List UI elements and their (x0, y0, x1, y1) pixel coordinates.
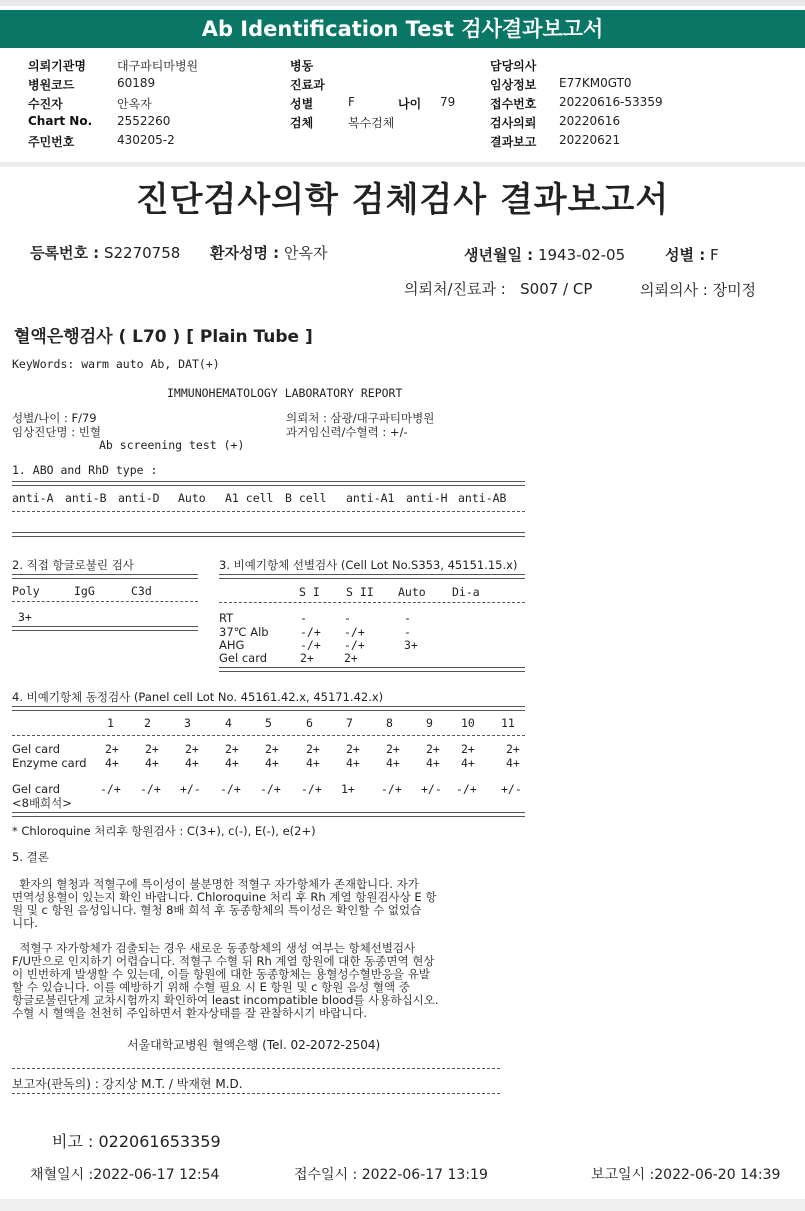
panel-cell: 4+ (346, 756, 360, 770)
dat-title: 2. 직접 항글로불린 검사 (12, 558, 134, 572)
paragraph-line: 항글로불린단계 교차시험까지 확인하여 least incompatible blood를 사용하십시오. (12, 993, 439, 1007)
paragraph-line: 수혈 시 혈액을 천천히 주입하면서 환자상태를 잘 관찰하시기 바랍니다. (12, 1006, 368, 1020)
info-value: 대구파티마병원 (117, 59, 199, 73)
panel-cell: 4+ (105, 756, 119, 770)
screen-cell: - (404, 625, 411, 639)
dob-value: 1943-02-05 (537, 246, 626, 264)
specimen-label: 검체 (290, 116, 314, 130)
info-label: Chart No. (28, 114, 93, 128)
info-value: 2552260 (117, 114, 171, 128)
panel-cell: 4+ (426, 756, 440, 770)
ward-label: 병동 (290, 59, 314, 73)
info-label: 담당의사 (490, 59, 537, 73)
info-label: 임상정보 (490, 78, 537, 92)
panel-column-header: 10 (461, 716, 475, 730)
abo-title: 1. ABO and RhD type : (12, 463, 158, 477)
rule (219, 667, 525, 672)
info-value: 20220621 (559, 133, 621, 147)
panel-cell: 2+ (145, 742, 159, 756)
dat-column-header: C3d (131, 584, 152, 598)
chloroquine-line: * Chloroquine 처리후 항원검사 : C(3+), c(-), E(-), e(2+) (12, 824, 316, 838)
info-label: 주민번호 (28, 135, 75, 149)
dat-value: 3+ (18, 610, 32, 624)
abo-column-header: A1 cell (225, 491, 274, 505)
screen-column-header: Di-a (452, 585, 480, 599)
panel-cell: 2+ (105, 742, 119, 756)
screen-cell: -/+ (344, 638, 365, 652)
note-value: 022061653359 (98, 1132, 221, 1151)
patient-sex-label: 성별 : (665, 246, 706, 264)
reg-label: 등록번호 : (30, 244, 100, 262)
screen-row-label: Gel card (219, 651, 268, 665)
dept-label: 진료과 (290, 78, 325, 92)
panel-cell: -/+ (456, 782, 477, 796)
sex-value: F (348, 95, 355, 109)
panel-cell: 4+ (185, 756, 199, 770)
rule (219, 602, 525, 603)
screen-row-label: RT (219, 611, 234, 625)
panel-cell: 2+ (265, 742, 279, 756)
panel-cell: -/+ (100, 782, 121, 796)
panel-column-header: 7 (346, 716, 353, 730)
abo-column-header: Auto (178, 491, 206, 505)
rule (12, 1068, 500, 1069)
panel-cell: +/- (501, 782, 522, 796)
panel-cell: 2+ (225, 742, 239, 756)
info-label: 수진자 (28, 97, 63, 111)
panel-cell: 1+ (341, 782, 355, 796)
panel-column-header: 11 (501, 716, 515, 730)
reg-value: S2270758 (103, 244, 181, 262)
panel-column-header: 1 (107, 716, 114, 730)
info-label: 의뢰기관명 (28, 59, 86, 73)
screen-column-header: Auto (398, 585, 426, 599)
panel-cell: 2+ (506, 742, 520, 756)
info-value: 안옥자 (117, 97, 152, 111)
age-value: 79 (440, 95, 456, 109)
paragraph-line: 환자의 혈청과 적혈구에 특이성이 불분명한 적혈구 자가항체가 존재합니다. 자가 (12, 877, 419, 891)
info-value: 20220616-53359 (559, 95, 663, 109)
rule (12, 511, 525, 512)
collect-datetime: 채혈일시 :2022-06-17 12:54 (30, 1167, 220, 1183)
lab-report-title: IMMUNOHEMATOLOGY LABORATORY REPORT (167, 386, 403, 400)
paragraph-line: 면역성용혈이 있는지 확인 바랍니다. Chloroquine 처리 후 Rh 계열 항원검사상 E 항 (12, 890, 437, 904)
bottom-strip (0, 1199, 805, 1211)
panel-cell: +/- (180, 782, 201, 796)
panel-column-header: 3 (184, 716, 191, 730)
info-value: 60189 (117, 76, 156, 90)
screen-cell: - (300, 611, 307, 625)
sex-age-line: 성별/나이 : F/79 (12, 411, 97, 425)
paragraph-line: F/U만으로 인지하기 어렵습니다. 적혈구 수혈 뒤 Rh 계열 항원에 대한 동종면역 현상 (12, 954, 435, 968)
panel-row-label: Gel card (12, 742, 61, 756)
panel-cell: -/+ (301, 782, 322, 796)
panel-cell: -/+ (140, 782, 161, 796)
rule (12, 735, 525, 736)
screen-cell: - (404, 611, 411, 625)
panel-cell: 4+ (225, 756, 239, 770)
screen-cell: 2+ (300, 651, 314, 665)
rule (12, 706, 525, 711)
screen-column-header: S II (346, 585, 374, 599)
panel-column-header: 9 (426, 716, 433, 730)
report-title: 진단검사의학 검체검사 결과보고서 (135, 180, 670, 220)
receive-datetime: 접수일시 : 2022-06-17 13:19 (294, 1167, 488, 1183)
screen-cell: - (344, 611, 351, 625)
rule (12, 532, 525, 537)
abo-column-header: anti-B (65, 491, 107, 505)
panel-column-header: 4 (225, 716, 232, 730)
abo-column-header: anti-H (406, 491, 448, 505)
abo-column-header: anti-A1 (346, 491, 395, 505)
rule (12, 481, 525, 486)
info-label: 결과보고 (490, 135, 537, 149)
client-line: 의뢰처 : 삼광/대구파티마병원 (286, 411, 435, 425)
note-label: 비고 : (52, 1132, 94, 1151)
section-title: 혈액은행검사 ( L70 ) [ Plain Tube ] (14, 327, 313, 347)
rule (12, 574, 198, 579)
panel-cell: 4+ (145, 756, 159, 770)
screen-cell: 3+ (404, 638, 418, 652)
panel-cell: 4+ (306, 756, 320, 770)
screening-line: Ab screening test (+) (99, 438, 245, 452)
age-label: 나이 (398, 97, 422, 111)
panel-column-header: 2 (144, 716, 151, 730)
panel-row-label: Gel card (12, 782, 61, 796)
panel-cell: 4+ (461, 756, 475, 770)
panel-cell: -/+ (381, 782, 402, 796)
rule (219, 574, 525, 579)
dilution-note: <8배희석> (12, 796, 72, 810)
panel-title: 4. 비예기항체 동정검사 (Panel cell Lot No. 45161.42.x, 45171.42.x) (12, 690, 384, 704)
paragraph-line: 적혈구 자가항체가 검출되는 경우 새로운 동종항체의 생성 여부는 항체선별검사 (12, 941, 416, 955)
panel-column-header: 6 (306, 716, 313, 730)
report-datetime: 보고일시 :2022-06-20 14:39 (591, 1167, 781, 1183)
panel-cell: 4+ (265, 756, 279, 770)
name-value: 안옥자 (283, 244, 328, 262)
abo-column-header: anti-AB (458, 491, 507, 505)
diagnosis-line: 임상진단명 : 빈혈 (12, 425, 101, 439)
panel-row-label: Enzyme card (12, 756, 87, 770)
screen-cell: -/+ (300, 625, 321, 639)
panel-cell: +/- (421, 782, 442, 796)
panel-cell: 2+ (386, 742, 400, 756)
screen-cell: 2+ (344, 651, 358, 665)
paragraph-line: 니다. (12, 916, 38, 930)
panel-cell: 4+ (386, 756, 400, 770)
rule (12, 812, 525, 817)
doctor-value: 장미정 (712, 281, 757, 299)
doctor-label: 의뢰의사 : (640, 281, 708, 299)
keywords: KeyWords: warm auto Ab, DAT(+) (12, 357, 220, 371)
screen-cell: -/+ (300, 638, 321, 652)
rule (12, 1093, 500, 1094)
panel-cell: -/+ (260, 782, 281, 796)
hospital-line: 서울대학교병원 혈액은행 (Tel. 02-2072-2504) (127, 1038, 381, 1052)
dat-column-header: IgG (74, 584, 95, 598)
screen-cell: -/+ (344, 625, 365, 639)
info-value: E77KM0GT0 (559, 76, 632, 90)
screen-row-label: AHG (219, 638, 245, 652)
panel-cell: 2+ (185, 742, 199, 756)
conclusion-title: 5. 결론 (12, 850, 49, 864)
paragraph-line: 할 수 있습니다. 이를 예방하기 위해 수혈 필요 시 E 항원 및 c 항원 음성 혈액 중 (12, 980, 410, 994)
info-label: 접수번호 (490, 97, 537, 111)
abo-column-header: anti-A (12, 491, 54, 505)
panel-cell: 2+ (346, 742, 360, 756)
rule (12, 601, 198, 602)
specimen-value: 복수검체 (348, 116, 395, 130)
panel-cell: 4+ (506, 756, 520, 770)
screen-row-label: 37℃ Alb (219, 625, 269, 639)
panel-cell: 2+ (426, 742, 440, 756)
name-label: 환자성명 : (210, 244, 280, 262)
dob-label: 생년월일 : (464, 246, 534, 264)
paragraph-line: 원 및 c 항원 음성입니다. 혈청 8배 희석 후 동종항체의 특이성은 확인할 수 없었습 (12, 903, 422, 917)
panel-cell: 2+ (461, 742, 475, 756)
screen-title: 3. 비예기항체 선별검사 (Cell Lot No.S353, 45151.15.x) (219, 558, 518, 572)
panel-column-header: 8 (386, 716, 393, 730)
reporter-line: 보고자(판독의) : 강지상 M.T. / 박재현 M.D. (12, 1077, 243, 1091)
info-value: 20220616 (559, 114, 621, 128)
panel-column-header: 5 (265, 716, 272, 730)
dat-column-header: Poly (12, 584, 40, 598)
info-label: 검사의뢰 (490, 116, 537, 130)
abo-column-header: B cell (285, 491, 327, 505)
sex-label: 성별 (290, 97, 314, 111)
dept-route-value: S007 / CP (520, 280, 593, 298)
abo-column-header: anti-D (118, 491, 160, 505)
screen-column-header: S I (299, 585, 320, 599)
dept-route-label: 의뢰처/진료과 : (404, 280, 506, 298)
report-header: Ab Identification Test 검사결과보고서 (0, 10, 805, 48)
patient-sex-value: F (709, 246, 719, 264)
info-value: 430205-2 (117, 133, 175, 147)
info-label: 병원코드 (28, 78, 75, 92)
separator (0, 162, 805, 167)
paragraph-line: 이 빈번하게 발생할 수 있는데, 이들 항원에 대한 동종항체는 용혈성수혈반응을 유발 (12, 967, 430, 981)
history-line: 과거임신력/수혈력 : +/- (286, 425, 408, 439)
panel-cell: -/+ (220, 782, 241, 796)
rule (12, 626, 198, 631)
top-strip (0, 0, 805, 6)
panel-cell: 2+ (306, 742, 320, 756)
